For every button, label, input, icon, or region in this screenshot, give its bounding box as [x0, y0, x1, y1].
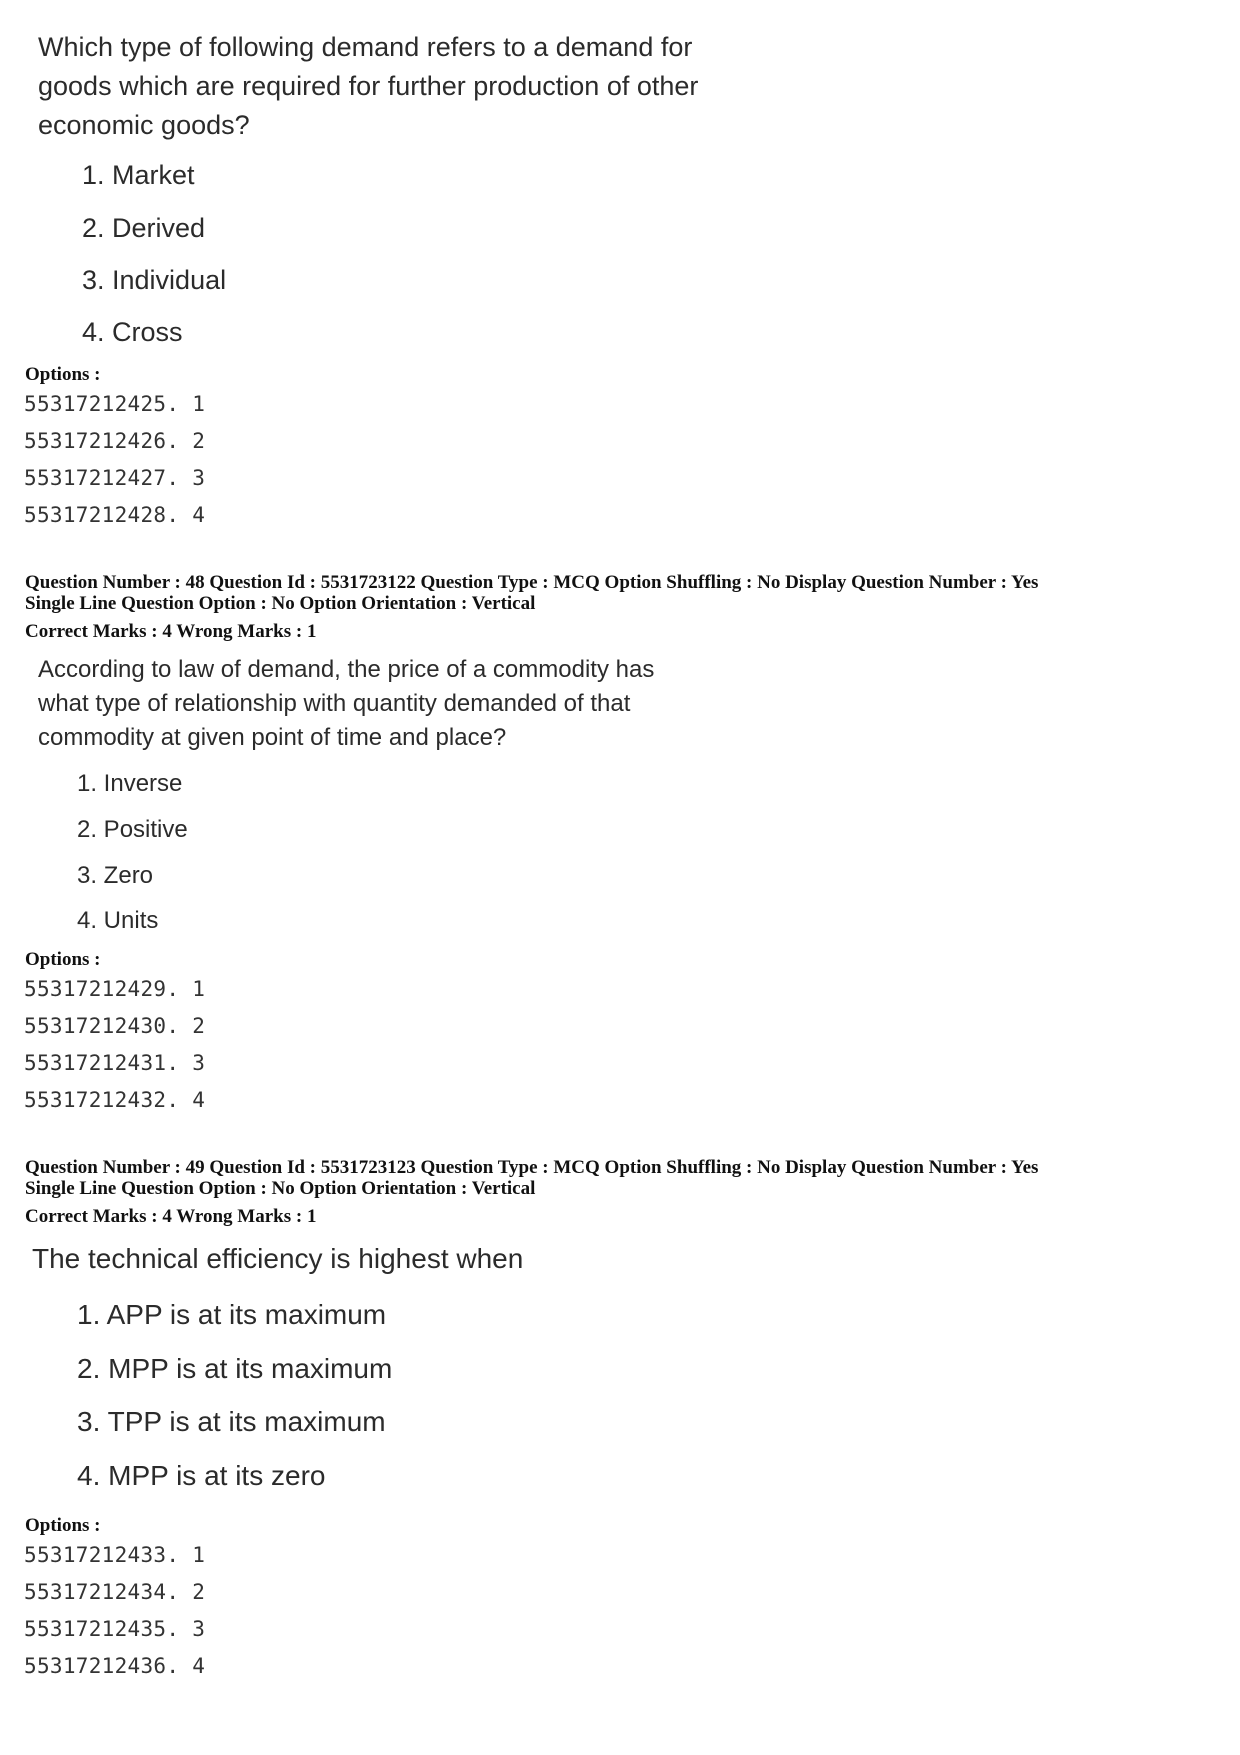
choice-item: 1. Inverse [77, 770, 183, 797]
choice-item: 2. Derived [82, 213, 206, 243]
marks-line: Correct Marks : 4 Wrong Marks : 1 [25, 621, 317, 642]
option-id: 55317212436. 4 [24, 1654, 206, 1678]
option-id: 55317212427. 3 [24, 466, 206, 490]
question-meta: Question Number : 48 Question Id : 5531723122 Question Type : MCQ Option Shuffling : No Display Question Number : Yes [25, 572, 1039, 593]
question-text-line: According to law of demand, the price of a commodity has [38, 656, 655, 683]
option-id: 55317212428. 4 [24, 503, 206, 527]
choice-item: 3. TPP is at its maximum [77, 1406, 386, 1437]
choice-item: 1. APP is at its maximum [77, 1299, 387, 1330]
option-id: 55317212426. 2 [24, 429, 206, 453]
choice-item: 2. Positive [77, 816, 188, 843]
option-id: 55317212429. 1 [24, 977, 206, 1001]
options-label: Options : [25, 1515, 101, 1536]
question-text-line: The technical efficiency is highest when [32, 1243, 524, 1274]
choice-item: 4. Cross [82, 317, 183, 347]
choice-item: 1. Market [82, 160, 195, 190]
question-text-line: goods which are required for further production of other [38, 71, 699, 101]
question-meta: Single Line Question Option : No Option Orientation : Vertical [25, 593, 536, 614]
question-meta: Question Number : 49 Question Id : 5531723123 Question Type : MCQ Option Shuffling : No Display Question Number : Yes [25, 1157, 1039, 1178]
question-text-line: economic goods? [38, 110, 250, 140]
marks-line: Correct Marks : 4 Wrong Marks : 1 [25, 1206, 317, 1227]
question-text-line: what type of relationship with quantity demanded of that [38, 690, 631, 717]
option-id: 55317212431. 3 [24, 1051, 206, 1075]
option-id: 55317212425. 1 [24, 392, 206, 416]
question-meta: Single Line Question Option : No Option Orientation : Vertical [25, 1178, 536, 1199]
option-id: 55317212434. 2 [24, 1580, 206, 1604]
choice-item: 4. MPP is at its zero [77, 1460, 326, 1491]
option-id: 55317212435. 3 [24, 1617, 206, 1641]
choice-item: 3. Zero [77, 862, 154, 889]
choice-item: 2. MPP is at its maximum [77, 1353, 393, 1384]
choice-item: 3. Individual [82, 265, 227, 295]
options-label: Options : [25, 949, 101, 970]
option-id: 55317212433. 1 [24, 1543, 206, 1567]
question-text-line: commodity at given point of time and place? [38, 724, 507, 751]
question-text-line: Which type of following demand refers to a demand for [38, 32, 693, 62]
choice-item: 4. Units [77, 907, 159, 934]
option-id: 55317212430. 2 [24, 1014, 206, 1038]
options-label: Options : [25, 364, 101, 385]
option-id: 55317212432. 4 [24, 1088, 206, 1112]
